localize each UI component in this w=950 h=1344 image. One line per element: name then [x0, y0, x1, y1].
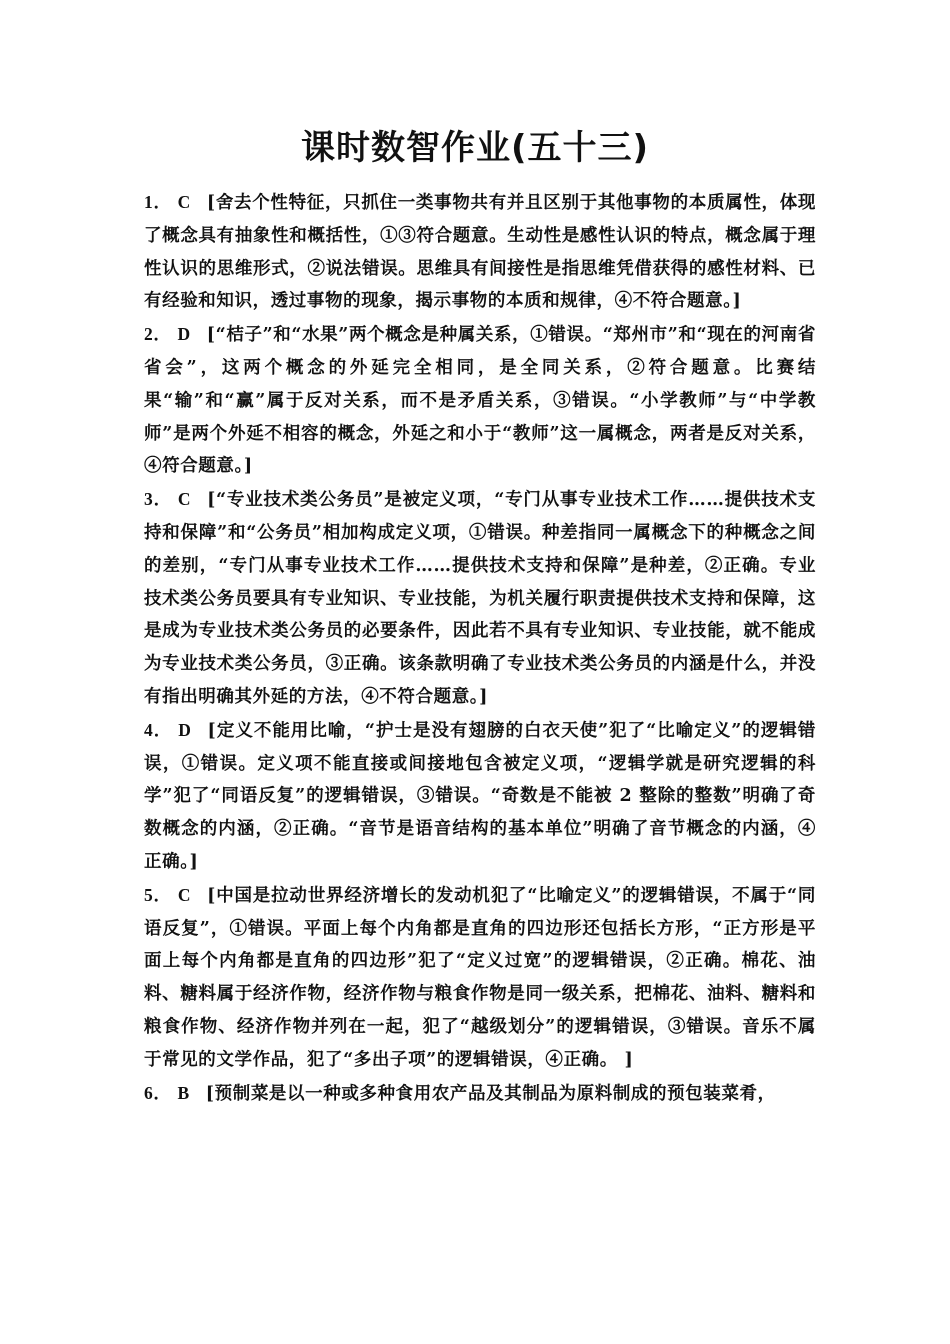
answer-choice: C: [177, 489, 192, 510]
answer-choice: D: [177, 324, 191, 345]
question-number: 2．: [144, 324, 172, 345]
answer-item-4: [144, 714, 816, 879]
question-number: 1．: [144, 192, 172, 212]
answer-list: [144, 186, 816, 1110]
answer-item-1: [144, 186, 816, 318]
answer-item-3: [144, 483, 816, 714]
answer-choice: C: [177, 192, 191, 212]
answer-explanation: [舍去个性特征，只抓住一类事物共有并且区别于其他事物的本质属性，体现了概念具有抽象性和概括性，①③符合题意。生动性是感性认识的特点，概念属于理性认识的思维形式，②说法错误。思维具有间接性是指思维凭借获得的感性材料、已有经验和知识，透过事物的现象，揭示事物的本质和规律，④不符合题意。]: [144, 193, 816, 312]
question-number: 4．: [144, 719, 173, 740]
answer-choice: C: [177, 884, 192, 905]
answer-explanation: [定义不能用比喻，“护士是没有翅膀的白衣天使”犯了“比喻定义”的逻辑错误，①错误。定义项不能直接或间接地包含被定义项，“逻辑学就是研究逻辑的科学”犯了“同语反复”的逻辑错误，③错误。“奇数是不能被 2 整除的整数”明确了奇数概念的内涵，②正确。“音节是语音结构的基本单位”明确了音节概念的内涵，④正确。]: [144, 720, 817, 872]
answer-choice: D: [178, 719, 192, 740]
answer-explanation: [“桔子”和“水果”两个概念是种属关系，①错误。“郑州市”和“现在的河南省省会”，这两个概念的外延完全相同，是全同关系，②符合题意。比赛结果“输”和“赢”属于反对关系，而不是矛盾关系，③错误。“小学教师”与“中学教师”是两个外延不相容的概念，外延之和小于“教师”这一属概念，两者是反对关系，④符合题意。]: [144, 325, 816, 477]
answer-choice: B: [177, 1082, 190, 1103]
question-number: 6．: [144, 1082, 172, 1103]
answer-item-5: [144, 879, 816, 1077]
question-number: 3．: [144, 489, 172, 510]
answer-item-6: [144, 1077, 816, 1111]
answer-explanation: [“专业技术类公务员”是被定义项，“专门从事专业技术工作……提供技术支持和保障”和“公务员”相加构成定义项，①错误。种差指同一属概念下的种概念之间的差别，“专门从事专业技术工作……提供技术支持和保障”是种差，②正确。专业技术类公务员要具有专业知识、专业技能，为机关履行职责提供技术支持和保障，这是成为专业技术类公务员的必要条件，因此若不具有专业知识、专业技能，就不能成为专业技术类公务员，③正确。该条款明确了专业技术类公务员的内涵是什么，并没有指出明确其外延的方法，④不符合题意。]: [144, 490, 816, 707]
answer-explanation: [中国是拉动世界经济增长的发动机犯了“比喻定义”的逻辑错误，不属于“同语反复”，①错误。平面上每个内角都是直角的四边形还包括长方形，“正方形是平面上每个内角都是直角的四边形”犯了“定义过宽”的逻辑错误，②正确。棉花、油料、糖料属于经济作物，经济作物与粮食作物是同一级关系，把棉花、油料、糖料和粮食作物、经济作物并列在一起，犯了“越级划分”的逻辑错误，③错误。音乐不属于常见的文学作品，犯了“多出子项”的逻辑错误，④正确。 ]: [144, 885, 816, 1070]
page-title: 课时数智作业(五十三): [300, 128, 650, 168]
question-number: 5．: [144, 884, 172, 905]
answer-item-2: [144, 318, 816, 483]
answer-explanation: [预制菜是以一种或多种食用农产品及其制品为原料制成的预包装菜肴，: [205, 1083, 776, 1104]
